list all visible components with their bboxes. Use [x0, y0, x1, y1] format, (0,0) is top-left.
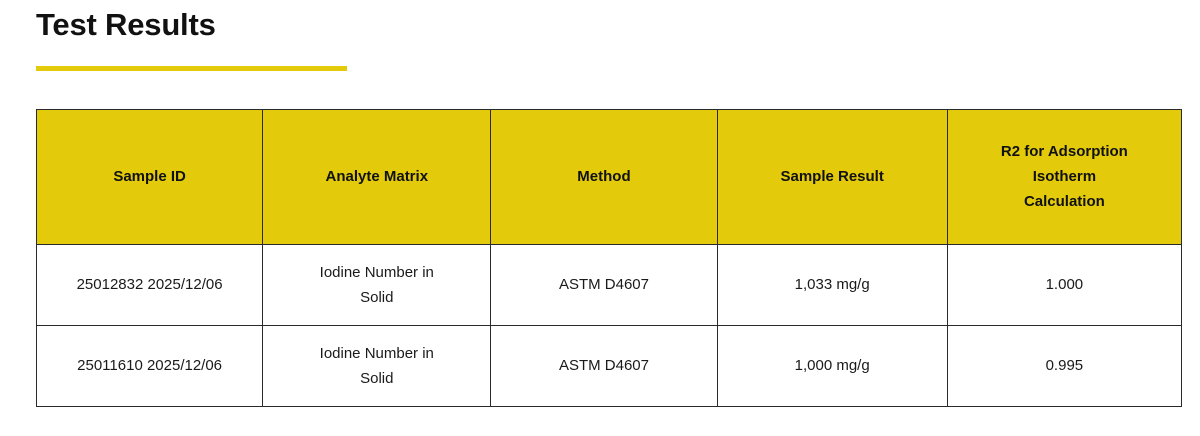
- cell-sample-result: 1,033 mg/g: [717, 245, 947, 326]
- column-header-sample-id: [37, 110, 263, 245]
- column-header-method-label: Method: [577, 167, 631, 185]
- page-title: Test Results: [36, 7, 216, 42]
- title-underline-rule: [36, 66, 347, 71]
- cell-r2: 1.000: [947, 245, 1181, 326]
- cell-analyte-matrix-line2: Solid: [360, 370, 394, 388]
- column-header-sample-result: [717, 110, 947, 245]
- cell-sample-id: 25011610 2025/12/06: [37, 326, 263, 407]
- table-row: [37, 326, 1182, 407]
- column-header-r2-line3: Calculation: [1023, 192, 1105, 210]
- column-header-r2-line2: Isotherm: [1032, 167, 1097, 185]
- cell-analyte-matrix-line1: Iodine Number in: [319, 263, 434, 281]
- cell-analyte-matrix: [263, 326, 491, 407]
- column-header-sample-result-label: Sample Result: [780, 167, 884, 185]
- cell-method: ASTM D4607: [491, 245, 717, 326]
- cell-r2: 0.995: [947, 326, 1181, 407]
- cell-analyte-matrix-line2: Solid: [360, 289, 394, 307]
- column-header-r2-line1: R2 for Adsorption: [1000, 143, 1128, 161]
- test-results-table: [36, 109, 1182, 407]
- column-header-analyte-matrix-label: Analyte Matrix: [325, 167, 429, 185]
- cell-analyte-matrix: [263, 245, 491, 326]
- cell-sample-id: 25012832 2025/12/06: [37, 245, 263, 326]
- cell-analyte-matrix-line1: Iodine Number in: [319, 344, 434, 362]
- table-body: [37, 245, 1182, 407]
- table-row: [37, 245, 1182, 326]
- column-header-r2: [947, 110, 1181, 245]
- column-header-analyte-matrix: [263, 110, 491, 245]
- cell-method: ASTM D4607: [491, 326, 717, 407]
- table-header-row: [37, 110, 1182, 245]
- cell-sample-result: 1,000 mg/g: [717, 326, 947, 407]
- table-header: [37, 110, 1182, 245]
- column-header-sample-id-label: Sample ID: [113, 167, 186, 185]
- column-header-method: [491, 110, 717, 245]
